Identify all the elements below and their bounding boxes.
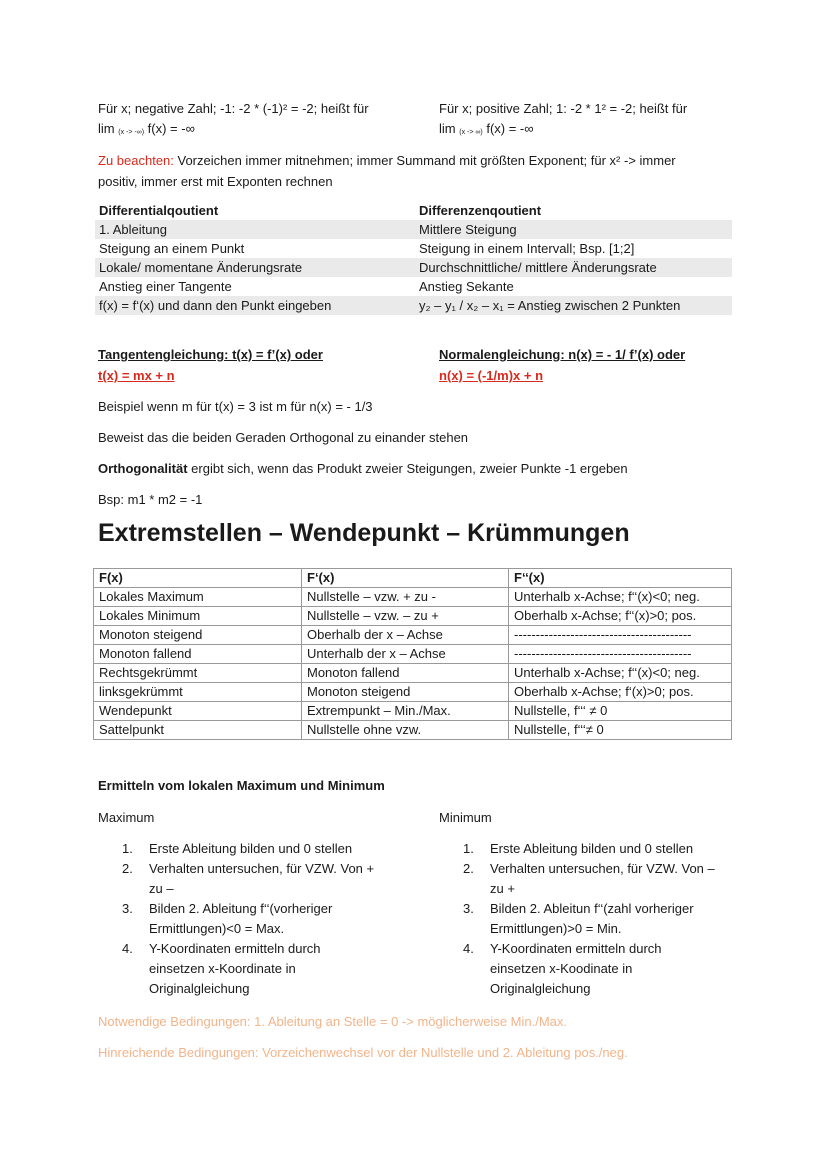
orthogonality-text [98,459,628,479]
table-cell: Mittlere Steigung [415,220,732,239]
table-cell: Lokales Minimum [94,607,302,626]
minimum-label: Minimum [439,810,492,825]
table-cell: Durchschnittliche/ mittlere Änderungsrate [415,258,732,277]
table-cell: y₂ – y₁ / x₂ – x₁ = Anstieg zwischen 2 Punkten [415,296,732,315]
table-cell: Unterhalb der x – Achse [302,645,509,664]
table-header-row [95,201,732,220]
step-text: Bilden 2. Ableitun f‘‘(zahl vorheriger [490,901,694,916]
table-cell: ----------------------------------------- [509,626,732,645]
table-cell: Anstieg Sekante [419,278,514,294]
table-cell: Oberhalb x-Achse; f‘‘(x)>0; pos. [509,607,732,626]
table-row [94,702,732,721]
list-item [463,839,753,859]
table-row [95,239,732,258]
step-number: 4. [463,941,474,956]
table-row [94,721,732,740]
differential-table [95,201,732,315]
step-text: Originalgleichung [149,981,250,996]
table-cell: Lokales Maximum [94,588,302,607]
maximum-steps [122,839,412,999]
step-text: Y-Koordinaten ermitteln durch [490,941,662,956]
orthogonality-term: Orthogonalität [98,461,188,476]
table-row [95,220,732,239]
table-header: F‘‘(x) [509,569,732,588]
table-cell: Rechtsgekrümmt [94,664,302,683]
table-row [95,258,732,277]
lim-label: lim [439,121,456,136]
lim-value: f(x) = -∞ [486,121,534,136]
necessary-condition: Notwendige Bedingungen: 1. Ableitung an Stelle = 0 -> möglicherweise Min./Max. [98,1014,568,1029]
table-cell: Monoton fallend [94,645,302,664]
determine-heading: Ermitteln vom lokalen Maximum und Minimum [98,778,385,793]
proof-text: Beweist das die beiden Geraden Orthogonal zu einander stehen [98,430,469,445]
step-text: Erste Ableitung bilden und 0 stellen [149,841,353,856]
step-number: 3. [463,901,474,916]
maximum-label: Maximum [98,810,155,825]
step-number: 3. [122,901,133,916]
table-row [94,664,732,683]
table-row [94,607,732,626]
step-number: 2. [463,861,474,876]
step-text: Erste Ableitung bilden und 0 stellen [490,841,694,856]
table-header-row [94,569,732,588]
orthogonality-definition: ergibt sich, wenn das Produkt zweier Steigungen, zweier Punkte -1 ergeben [187,461,628,476]
lim-value: f(x) = -∞ [147,121,195,136]
note-text: Vorzeichen immer mitnehmen; immer Summand mit größten Exponent; für x² -> immer [173,153,676,168]
table-cell: 1. Ableitung [95,220,415,239]
table-cell: Anstieg einer Tangente [99,278,232,294]
table-row [94,645,732,664]
table-cell: Monoton steigend [302,683,509,702]
table-row [94,588,732,607]
bsp-text: Bsp: m1 * m2 = -1 [98,492,203,507]
list-item [122,939,412,999]
table-cell: Nullstelle, f‘‘‘≠ 0 [509,721,732,740]
table-cell: Lokale/ momentane Änderungsrate [95,258,415,277]
list-item [122,839,412,859]
list-item [122,899,412,939]
note-label: Zu beachten: [98,153,174,168]
list-item [122,859,412,899]
table-cell: Extrempunkt – Min./Max. [302,702,509,721]
table-row [95,296,732,315]
normal-title: Normalengleichung: n(x) = - 1/ f’(x) oder [439,347,686,362]
tangent-formula: t(x) = mx + n [98,368,175,383]
sufficient-condition: Hinreichende Bedingungen: Vorzeichenwechsel vor der Nullstelle und 2. Ableitung pos./neg. [98,1045,628,1060]
table-cell: Nullstelle ohne vzw. [302,721,509,740]
table-cell: Monoton fallend [302,664,509,683]
table-header: F(x) [94,569,302,588]
table-cell: Steigung an einem Punkt [99,240,245,256]
table-header: Differenzenqoutient [419,203,542,218]
section-title: Extremstellen – Wendepunkt – Krümmungen [98,519,630,547]
list-item [463,899,753,939]
step-text: Ermittlungen)>0 = Min. [490,921,622,936]
step-text: Bilden 2. Ableitung f‘‘(vorheriger [149,901,333,916]
table-cell: Nullstelle – vzw. + zu - [302,588,509,607]
table-cell: linksgekrümmt [94,683,302,702]
extrema-table [93,568,732,740]
list-item [463,859,753,899]
limit-right-expression [439,119,534,143]
table-cell: Unterhalb x-Achse; f‘‘(x)<0; neg. [509,664,732,683]
table-cell: Oberhalb x-Achse; f‘(x)>0; pos. [509,683,732,702]
lim-label: lim [98,121,115,136]
step-text: Y-Koordinaten ermitteln durch [149,941,321,956]
step-text: einsetzen x-Koodinate in [490,961,633,976]
table-cell: Monoton steigend [94,626,302,645]
tangent-title: Tangentengleichung: t(x) = f’(x) oder [98,347,323,362]
step-number: 4. [122,941,133,956]
table-cell: Nullstelle – vzw. – zu + [302,607,509,626]
list-item [463,939,753,999]
lim-subscript: (x -> ∞) [459,129,483,136]
table-cell: Steigung in einem Intervall; Bsp. [1;2] [419,240,635,256]
step-text: zu – [149,881,174,896]
note-line-2: positiv, immer erst mit Exponten rechnen [98,174,333,189]
table-cell: f(x) = f‘(x) und dann den Punkt eingeben [95,296,415,315]
limit-left-expression [98,119,195,143]
step-text: zu + [490,881,515,896]
step-number: 1. [122,841,133,856]
step-text: Verhalten untersuchen, für VZW. Von + [149,861,375,876]
step-number: 1. [463,841,474,856]
step-text: Verhalten untersuchen, für VZW. Von – [490,861,715,876]
step-text: Originalgleichung [490,981,591,996]
table-cell: Unterhalb x-Achse; f‘‘(x)<0; neg. [509,588,732,607]
limit-right-text: Für x; positive Zahl; 1: -2 * 1² = -2; heißt für [439,101,688,116]
table-cell: Wendepunkt [94,702,302,721]
table-header: Differentialqoutient [99,203,219,218]
normal-formula: n(x) = (-1/m)x + n [439,368,544,383]
table-header: F‘(x) [302,569,509,588]
example-text: Beispiel wenn m für t(x) = 3 ist m für n(x) = - 1/3 [98,399,373,414]
table-row [94,683,732,702]
table-cell: ----------------------------------------- [509,645,732,664]
lim-subscript: (x -> -∞) [118,129,145,136]
minimum-steps [463,839,753,999]
table-cell: Sattelpunkt [94,721,302,740]
table-cell: Nullstelle, f‘‘‘ ≠ 0 [509,702,732,721]
table-row [95,277,732,296]
step-text: einsetzen x-Koordinate in [149,961,296,976]
table-cell: Oberhalb der x – Achse [302,626,509,645]
limit-left-text: Für x; negative Zahl; -1: -2 * (-1)² = -2; heißt für [98,101,369,116]
step-number: 2. [122,861,133,876]
note-line-1 [98,151,676,171]
table-row [94,626,732,645]
step-text: Ermittlungen)<0 = Max. [149,921,285,936]
